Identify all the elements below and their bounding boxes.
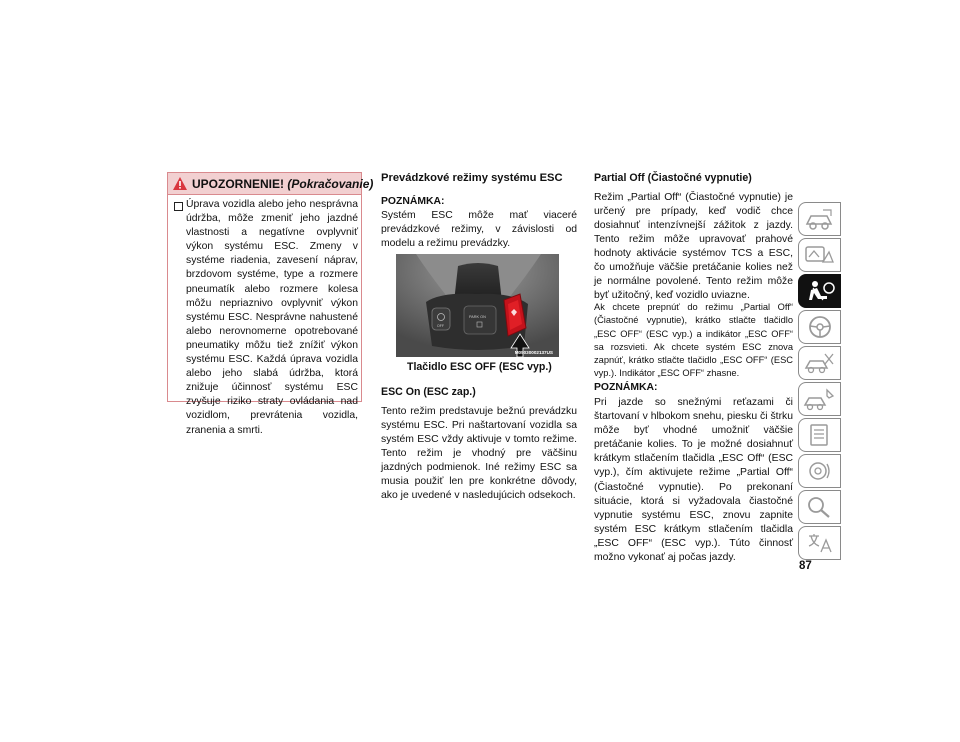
esc-on-text: Tento režim predstavuje bežnú prevádzku systému ESC. Pri naštartovaní vozidla sa systém ESC vždy aktivuje v tomto režime. Tento režim je vhodný pre väčšinu jazdných podmienok. Iné režimy ESC sa musia použiť len pre konkrétne dôvody, ako je uvedené v nasledujúcich odsekoch. bbox=[381, 406, 577, 501]
car-service-icon bbox=[803, 386, 837, 412]
park-label: PARK ON bbox=[469, 315, 486, 319]
partial-off-title: Partial Off (Čiastočné vypnutie) bbox=[594, 172, 752, 184]
magnifier-index-icon bbox=[803, 494, 837, 520]
tab-multimedia[interactable] bbox=[798, 454, 841, 488]
multimedia-icon bbox=[803, 458, 837, 484]
warning-triangle-icon bbox=[172, 176, 188, 191]
warning-label: UPOZORNENIE! bbox=[192, 177, 285, 191]
tab-servicing[interactable] bbox=[798, 382, 841, 416]
note-title-2: POZNÁMKA: bbox=[594, 382, 658, 393]
off-label: OFF bbox=[437, 324, 444, 328]
tab-warning-lights[interactable] bbox=[798, 238, 841, 272]
specifications-list-icon bbox=[803, 422, 837, 448]
partial-off-instructions: Ak chcete prepnúť do režimu „Partial Off“ (Čiastočné vypnutie), krátko stlačte tlačidlo „ESC OFF“ (ESC vyp.) a indikátor „ESC OFF“ sa rozsvieti. Ak chcete systém ESC znova zapnúť, krátko stlačte tlačidlo „ESC OFF“ (ESC vyp.). Indikátor „ESC OFF“ zhasne. bbox=[594, 302, 793, 379]
figure-caption: Tlačidlo ESC OFF (ESC vyp.) bbox=[407, 361, 552, 373]
warning-title bbox=[192, 177, 373, 191]
warning-box bbox=[167, 172, 374, 436]
car-dashboard-icon bbox=[803, 206, 837, 232]
warning-header bbox=[168, 173, 374, 195]
tab-specifications[interactable] bbox=[798, 418, 841, 452]
tab-steering-wheel[interactable] bbox=[798, 310, 841, 344]
tab-car-dashboard[interactable] bbox=[798, 202, 841, 236]
tab-safety[interactable] bbox=[798, 274, 841, 308]
car-crash-icon bbox=[803, 350, 837, 376]
tab-languages[interactable] bbox=[798, 526, 841, 560]
steering-wheel-icon bbox=[803, 314, 837, 340]
esc-on-title: ESC On (ESC zap.) bbox=[381, 386, 476, 398]
tab-index[interactable] bbox=[798, 490, 841, 524]
image-code: M05030002137US bbox=[514, 350, 553, 355]
partial-off-text: Režim „Partial Off“ (Čiastočné vypnutie) je určený pre prípady, keď vodič chce dosiahnuť intenzívnejší zážitok z jazdy. Tento režim môže upravovať prahové hodnoty aktivácie systémov TCS a ESC, čo umožňuje väčšie pretáčanie kolies než je normálne povolené. Tento režim môže byť užitočný, keď vozidlo uviazne. bbox=[594, 192, 793, 301]
esc-off-button-photo bbox=[396, 254, 559, 357]
section-heading: Prevádzkové režimy systému ESC bbox=[381, 172, 563, 184]
tab-emergency[interactable] bbox=[798, 346, 841, 380]
checkbox-bullet-icon bbox=[174, 202, 183, 211]
car-warning-lights-icon bbox=[803, 242, 837, 268]
note-text: Systém ESC môže mať viaceré prevádzkové režimy, v závislosti od modelu a režimu prevádzky. bbox=[381, 210, 577, 249]
language-icon bbox=[803, 530, 837, 556]
warning-text: Úprava vozidla alebo jeho nesprávna údržba, môže zmeniť jeho jazdné vlastnosti a negatívne ovplyvniť výkon systému ESC. Zmeny v systéme riadenia, zavesení náprav, brzdovom systéme, type a rozmere pneumatík alebo rozmere kolesa môžu nepriaznivo ovplyvniť výkon systému ESC. Nesprávne nahustené alebo nerovnomerne opotrebované pneumatiky môžu tiež znížiť výkon systému ESC. Každá úprava vozidla alebo jeho slabá údržba, ktorá znižuje účinnosť systému ESC zvyšuje riziko straty ovládania nad vozidlom, prevrátenia vozidla, zranenia a smrti. bbox=[186, 199, 358, 436]
note-title: POZNÁMKA: bbox=[381, 196, 445, 207]
warning-continued: (Pokračovanie) bbox=[287, 177, 374, 191]
airbag-safety-icon bbox=[803, 278, 837, 304]
page-number: 87 bbox=[799, 560, 812, 572]
console-illustration bbox=[396, 254, 559, 357]
note-text-2: Pri jazde so snežnými reťazami či štartovaní v hlbokom snehu, piesku či štrku môže byť vhodné umožniť väčšie pretáčanie kolies. To je možné dosiahnuť krátkym stlačením tlačidla „ESC Off“ (ESC vyp.), čím aktivujete režime „Partial Off“ (Čiastočné vypnutie). Po prekonaní situácie, ktorá si vyžadovala čiastočné vypnutie systému ESC, znovu zapnite systém ESC krátkym stlačením tlačidla „ESC OFF“ (ESC vyp.). Túto činnosť možno vykonať aj počas jazdy. bbox=[594, 397, 793, 564]
